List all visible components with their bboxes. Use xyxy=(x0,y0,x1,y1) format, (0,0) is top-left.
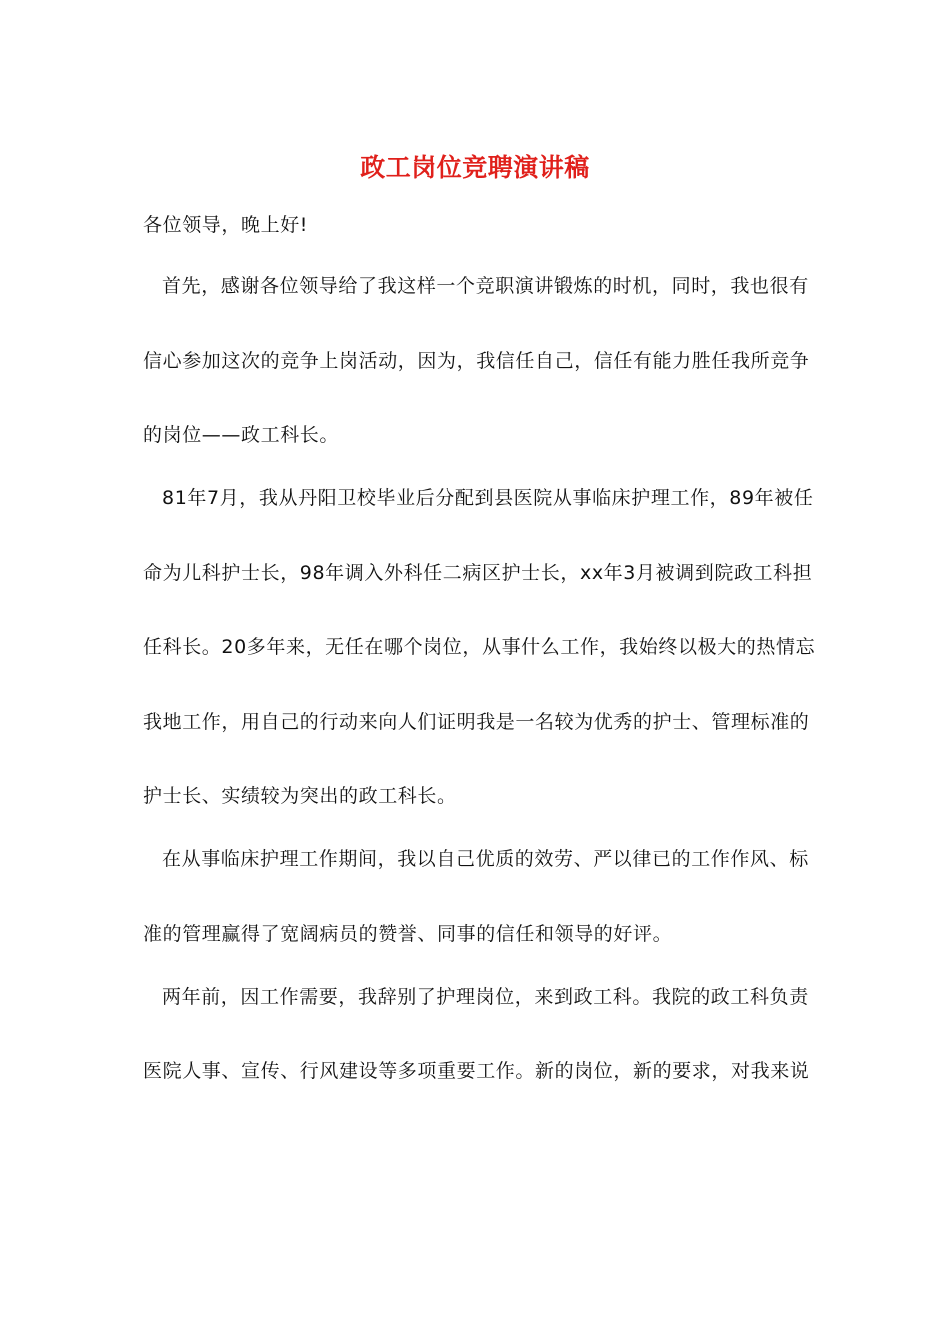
paragraph-line: 信心参加这次的竞争上岗活动，因为，我信任自己，信任有能力胜任我所竞争 xyxy=(143,350,810,372)
paragraph-line: 在从事临床护理工作期间，我以自己优质的效劳、严以律已的工作作风、标 xyxy=(162,848,809,870)
paragraph-line: 的岗位——政工科长。 xyxy=(143,424,340,446)
document-title: 政工岗位竞聘演讲稿 xyxy=(360,153,590,182)
paragraph-line: 81年7月，我从丹阳卫校毕业后分配到县医院从事临床护理工作，89年被任 xyxy=(162,487,814,509)
paragraph-line: 命为儿科护士长，98年调入外科任二病区护士长，xx年3月被调到院政工科担 xyxy=(143,562,813,584)
paragraph-line: 两年前，因工作需要，我辞别了护理岗位，来到政工科。我院的政工科负责 xyxy=(162,986,809,1008)
paragraph-line: 医院人事、宣传、行风建设等多项重要工作。新的岗位，新的要求，对我来说 xyxy=(143,1060,810,1082)
paragraph-line: 我地工作，用自己的行动来向人们证明我是一名较为优秀的护士、管理标准的 xyxy=(143,711,810,733)
paragraph-line: 准的管理赢得了宽阔病员的赞誉、同事的信任和领导的好评。 xyxy=(143,923,673,945)
greeting-line: 各位领导，晚上好! xyxy=(143,214,309,236)
paragraph-line: 任科长。20多年来，无任在哪个岗位，从事什么工作，我始终以极大的热情忘 xyxy=(143,636,816,658)
paragraph-line: 护士长、实绩较为突出的政工科长。 xyxy=(143,785,457,807)
paragraph-line: 首先，感谢各位领导给了我这样一个竞职演讲锻炼的时机，同时，我也很有 xyxy=(162,275,809,297)
